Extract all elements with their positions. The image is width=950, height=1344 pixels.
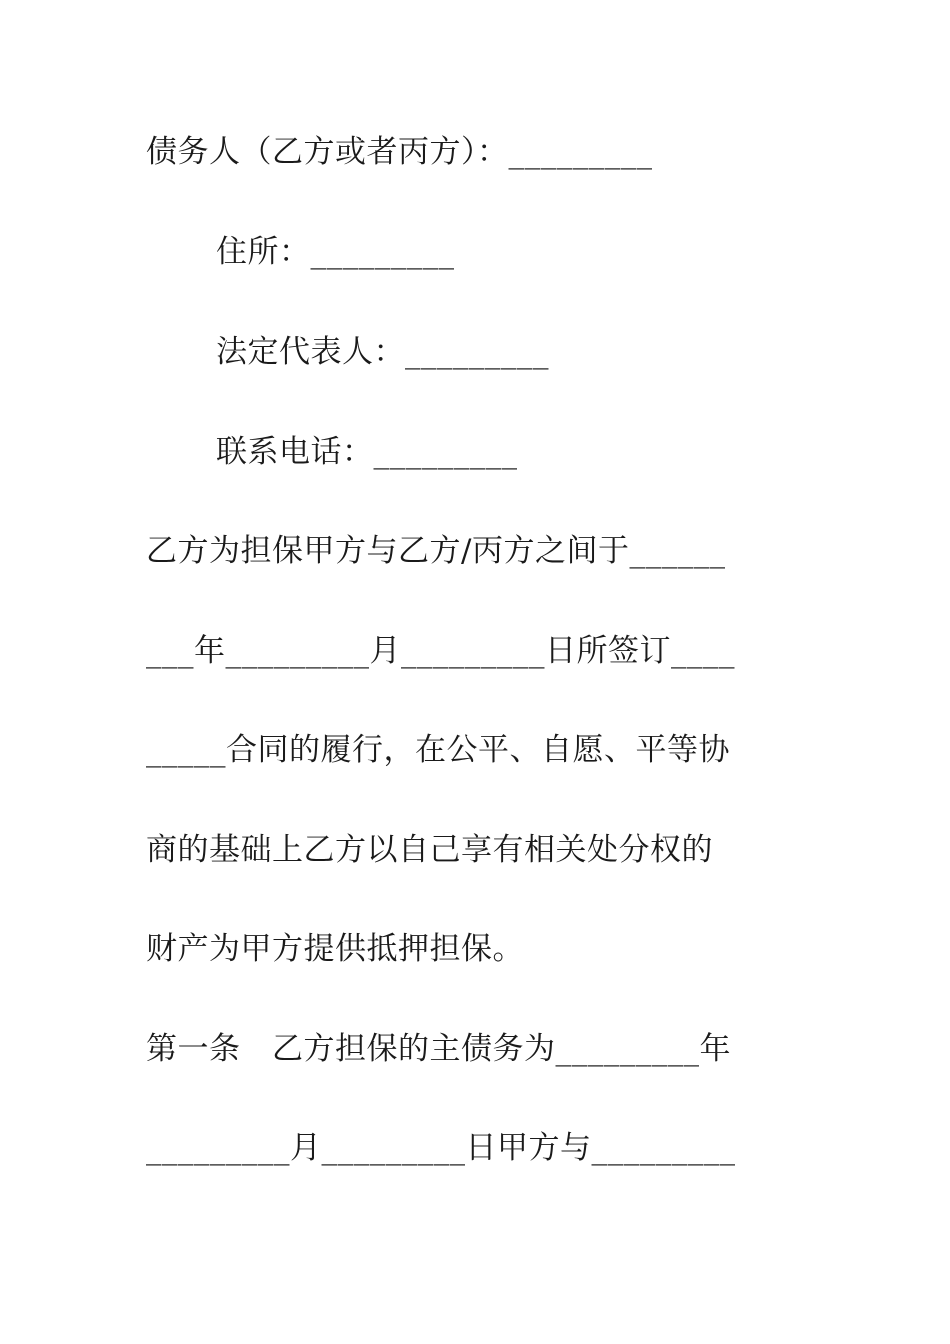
- debtor-line: 债务人（乙方或者丙方）：_________: [146, 134, 653, 170]
- legal-representative-line: 法定代表人：_________: [216, 334, 549, 370]
- address-line: 住所：_________: [216, 234, 455, 270]
- paragraph-line: ___年_________月_________日所签订____: [146, 633, 735, 669]
- paragraph-line: 财产为甲方提供抵押担保。: [146, 931, 524, 967]
- article-one-line: 第一条 乙方担保的主债务为_________年: [146, 1031, 731, 1067]
- paragraph-line: 商的基础上乙方以自己享有相关处分权的: [146, 832, 713, 868]
- article-one-line: _________月_________日甲方与_________: [146, 1130, 736, 1166]
- paragraph-line: _____合同的履行，在公平、自愿、平等协: [146, 732, 730, 768]
- paragraph-line: 乙方为担保甲方与乙方/丙方之间于______: [146, 533, 726, 569]
- contact-phone-line: 联系电话：_________: [216, 434, 518, 470]
